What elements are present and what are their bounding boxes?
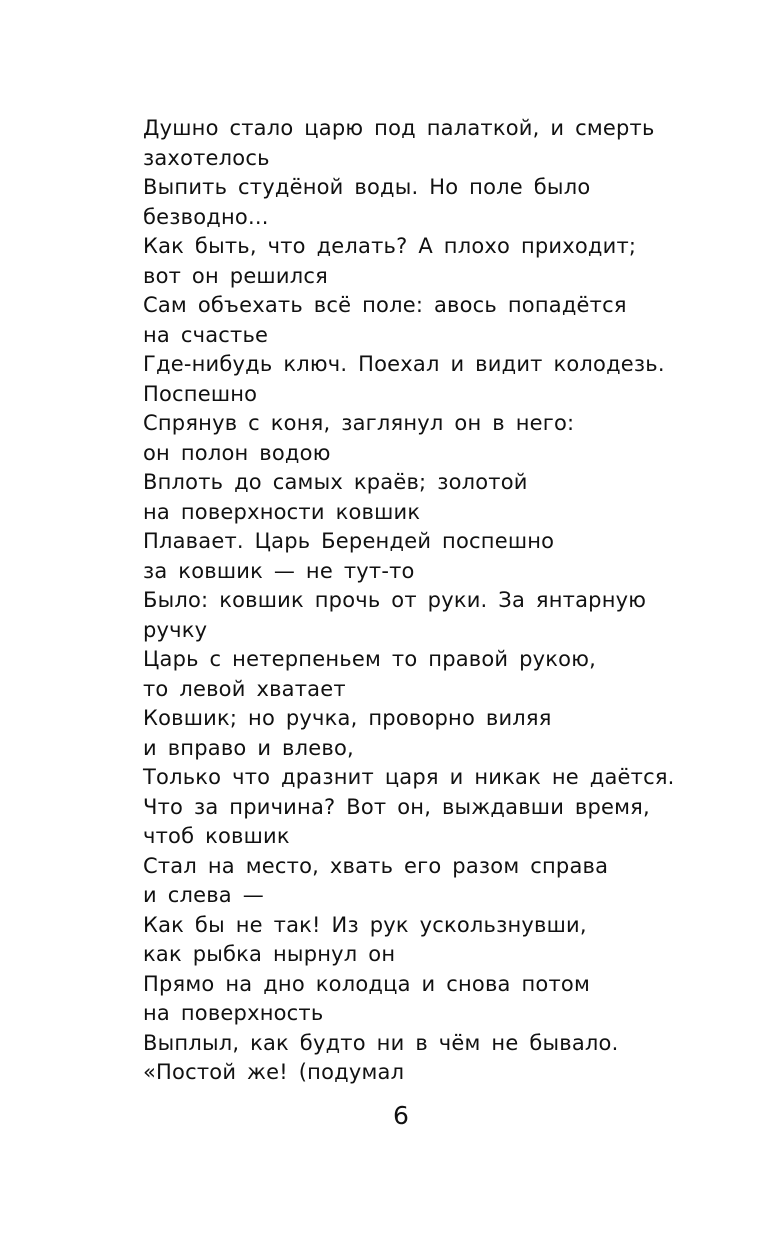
text-line: безводно...: [143, 204, 269, 229]
text-line: ручку: [143, 617, 208, 642]
text-line: на счастье: [143, 322, 269, 347]
text-line: чтоб ковшик: [143, 824, 290, 848]
text-line: Где-нибудь ключ. Поехал и видит колодезь.: [143, 352, 665, 376]
text-line: Только что дразнит царя и никак не даётся.: [143, 765, 675, 789]
text-line: за ковшик — не тут-то: [143, 558, 415, 583]
text-line: Выпить студёной воды. Но поле было: [143, 175, 591, 199]
text-line: захотелось: [143, 145, 270, 170]
text-line: Душно стало царю под палаткой, и смерть: [143, 116, 655, 140]
text-line: Вплоть до самых краёв; золотой: [143, 470, 528, 494]
text-line: Было: ковшик прочь от руки. За янтарную: [143, 588, 647, 612]
page-number: 6: [393, 1101, 409, 1130]
text-line: Выплыл, как будто ни в чём не бывало.: [143, 1030, 619, 1055]
text-line: на поверхность: [143, 1001, 324, 1025]
text-line: Сам объехать всё поле: авось попадётся: [143, 293, 627, 317]
text-line: и слева —: [143, 883, 264, 907]
text-line: и вправо и влево,: [143, 735, 354, 760]
text-line: Что за причина? Вот он, выждавши время,: [143, 794, 650, 819]
text-line: Как быть, что делать? А плохо приходит;: [143, 234, 637, 258]
text-line: как рыбка нырнул он: [143, 942, 396, 966]
text-line: «Постой же! (подумал: [143, 1060, 405, 1084]
text-line: Царь с нетерпеньем то правой рукою,: [143, 647, 596, 671]
text-line: он полон водою: [143, 440, 331, 465]
text-line: Стал на место, хвать его разом справа: [143, 853, 609, 878]
poem-text: [143, 114, 703, 1088]
text-line: Поспешно: [143, 381, 258, 406]
text-line: Прямо на дно колодца и снова потом: [143, 971, 590, 996]
text-line: вот он решился: [143, 263, 328, 288]
text-line: Спрянув с коня, заглянул он в него:: [143, 411, 575, 435]
text-line: то левой хватает: [143, 676, 346, 701]
text-line: Ковшик; но ручка, проворно виляя: [143, 706, 552, 730]
text-line: Плавает. Царь Берендей поспешно: [143, 529, 555, 553]
text-line: на поверхности ковшик: [143, 499, 421, 524]
text-line: Как бы не так! Из рук ускользнувши,: [143, 912, 587, 937]
